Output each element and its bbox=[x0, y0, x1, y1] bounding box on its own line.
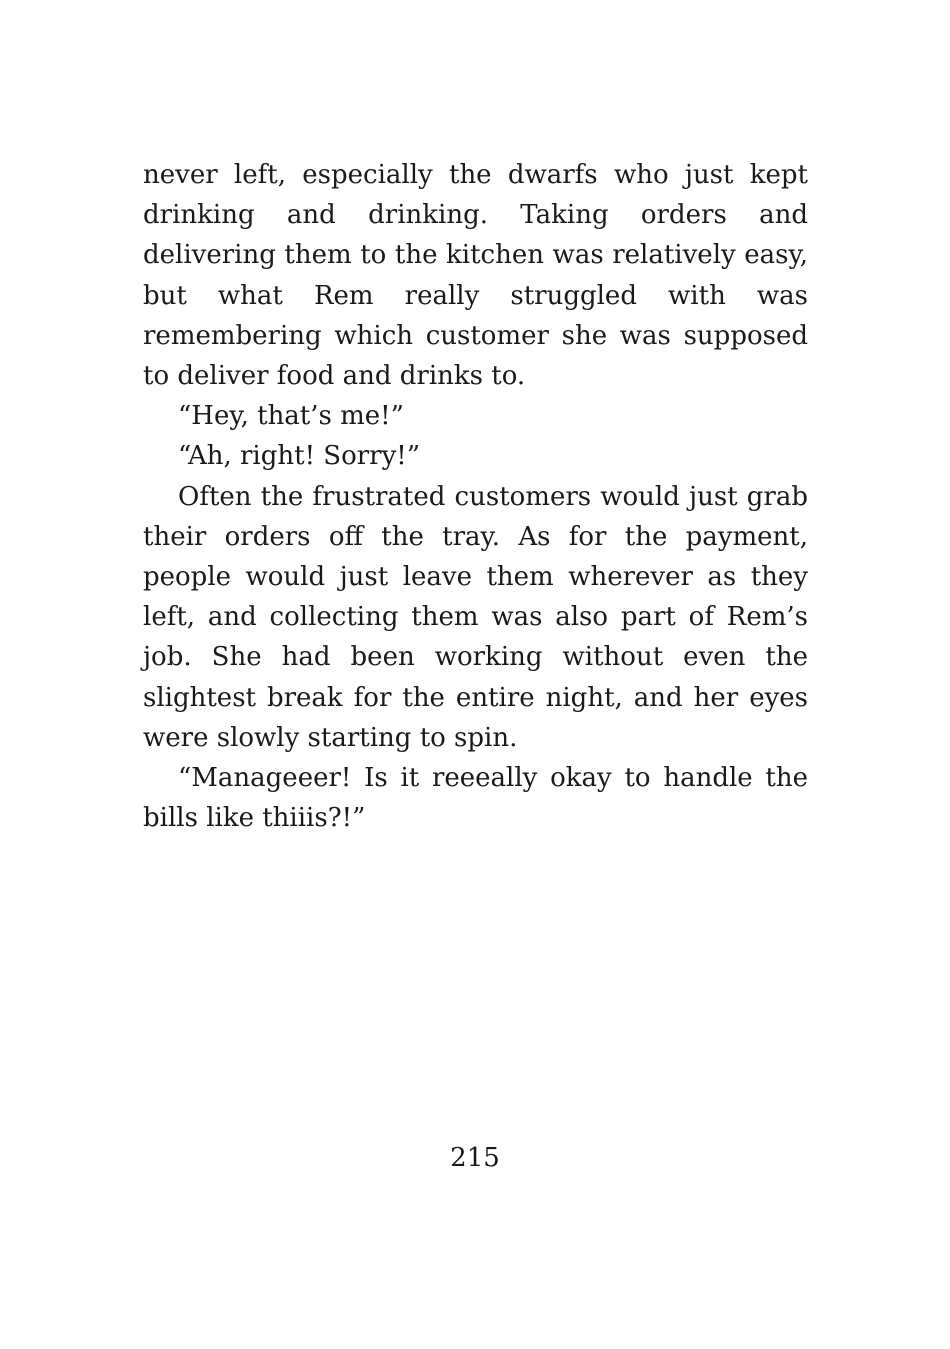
paragraph-4: Often the frustrated customers would just grab their orders off the tray. As for the payment, people would just leave them wherever as they left, and collecting them was also part of Rem’s job. She had been working without even the slightest break for the entire night, and her eyes were slowly starting to spin. bbox=[143, 481, 808, 753]
page-body bbox=[143, 155, 808, 838]
paragraph-3: “Ah, right! Sorry!” bbox=[178, 441, 421, 472]
paragraph-5: “Manageeer! Is it reeeally okay to handle the bills like thiiis?!” bbox=[143, 763, 808, 834]
paragraph-2: “Hey, that’s me!” bbox=[178, 401, 404, 432]
page-number: 215 bbox=[450, 1143, 500, 1173]
paragraph-1: never left, especially the dwarfs who just kept drinking and drinking. Taking orders and delivering them to the kitchen was relatively easy, but what Rem really struggled with was remembering which customer she was supposed to deliver food and drinks to. bbox=[143, 160, 808, 392]
